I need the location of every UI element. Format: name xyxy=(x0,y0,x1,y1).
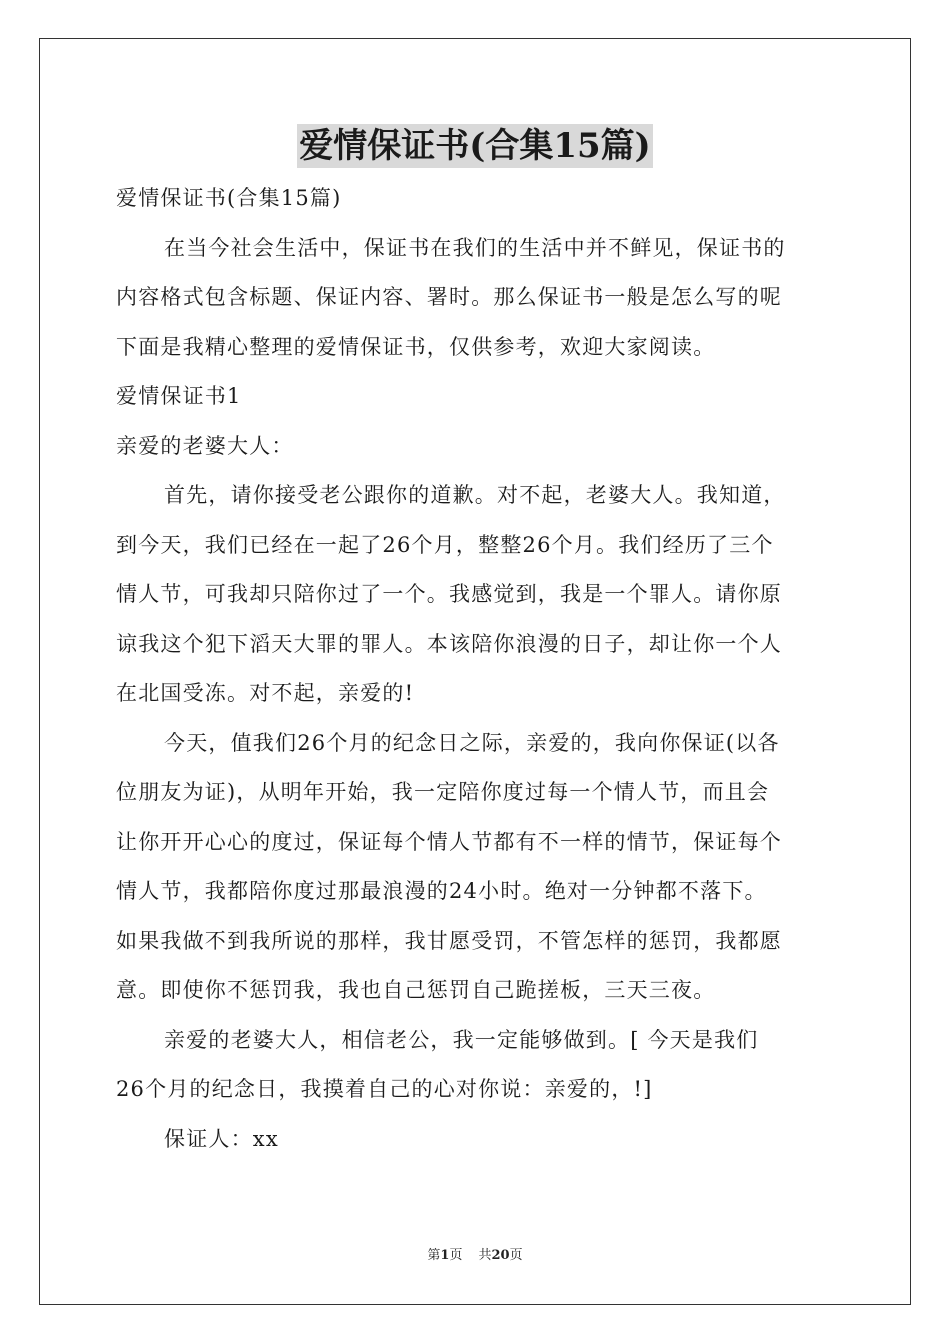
text-line: 首先，请你接受老公跟你的道歉。对不起，老婆大人。我知道， xyxy=(164,483,786,507)
footer-page-prefix: 第 xyxy=(427,1248,441,1263)
text-line: 意。即使你不惩罚我，我也自己惩罚自己跪搓板，三天三夜。 xyxy=(116,978,716,1002)
footer-page-current: 1 xyxy=(440,1248,450,1263)
text-line: 下面是我精心整理的爱情保证书，仅供参考，欢迎大家阅读。 xyxy=(116,334,716,359)
text-line: 情人节，可我却只陪你过了一个。我感觉到，我是一个罪人。请你原 xyxy=(116,582,782,606)
text-line: 今天，值我们26个月的纪念日之际，亲爱的，我向你保证(以各 xyxy=(164,730,780,755)
footer-page-total: 20 xyxy=(491,1248,510,1263)
text-line: 在当今社会生活中，保证书在我们的生活中并不鲜见，保证书的 xyxy=(164,235,786,260)
document-title: 爱情保证书(合集15篇) xyxy=(299,126,651,166)
text-line: 让你开开心心的度过，保证每个情人节都有不一样的情节，保证每个 xyxy=(116,829,782,854)
text-line: 谅我这个犯下滔天大罪的罪人。本该陪你浪漫的日子，却让你一个人 xyxy=(116,631,782,656)
text-line: 到今天，我们已经在一起了26个月，整整26个月。我们经历了三个 xyxy=(116,532,774,557)
page-footer xyxy=(0,1247,950,1265)
text-line: 情人节，我都陪你度过那最浪漫的24小时。绝对一分钟都不落下。 xyxy=(116,879,767,903)
text-line: 在北国受冻。对不起，亲爱的! xyxy=(116,681,415,705)
footer-total-suffix: 页 xyxy=(509,1248,523,1263)
text-line: 位朋友为证)，从明年开始，我一定陪你度过每一个情人节，而且会 xyxy=(116,780,770,804)
text-line: 内容格式包含标题、保证内容、署时。那么保证书一般是怎么写的呢 xyxy=(116,285,782,309)
document-title-wrapper xyxy=(0,124,950,176)
text-line: 26个月的纪念日，我摸着自己的心对你说：亲爱的，!] xyxy=(116,1077,653,1101)
text-line: 如果我做不到我所说的那样，我甘愿受罚，不管怎样的惩罚，我都愿 xyxy=(116,928,782,953)
footer-total-prefix: 共 xyxy=(478,1248,492,1263)
text-line: 保证人：xx xyxy=(164,1126,279,1151)
text-line: 爱情保证书1 xyxy=(116,384,242,408)
footer-page-suffix: 页 xyxy=(449,1248,463,1263)
text-line: 爱情保证书(合集15篇) xyxy=(116,186,342,210)
text-line: 亲爱的老婆大人： xyxy=(116,433,294,458)
text-line: 亲爱的老婆大人，相信老公，我一定能够做到。[ 今天是我们 xyxy=(164,1027,759,1052)
document-body xyxy=(116,174,836,1164)
